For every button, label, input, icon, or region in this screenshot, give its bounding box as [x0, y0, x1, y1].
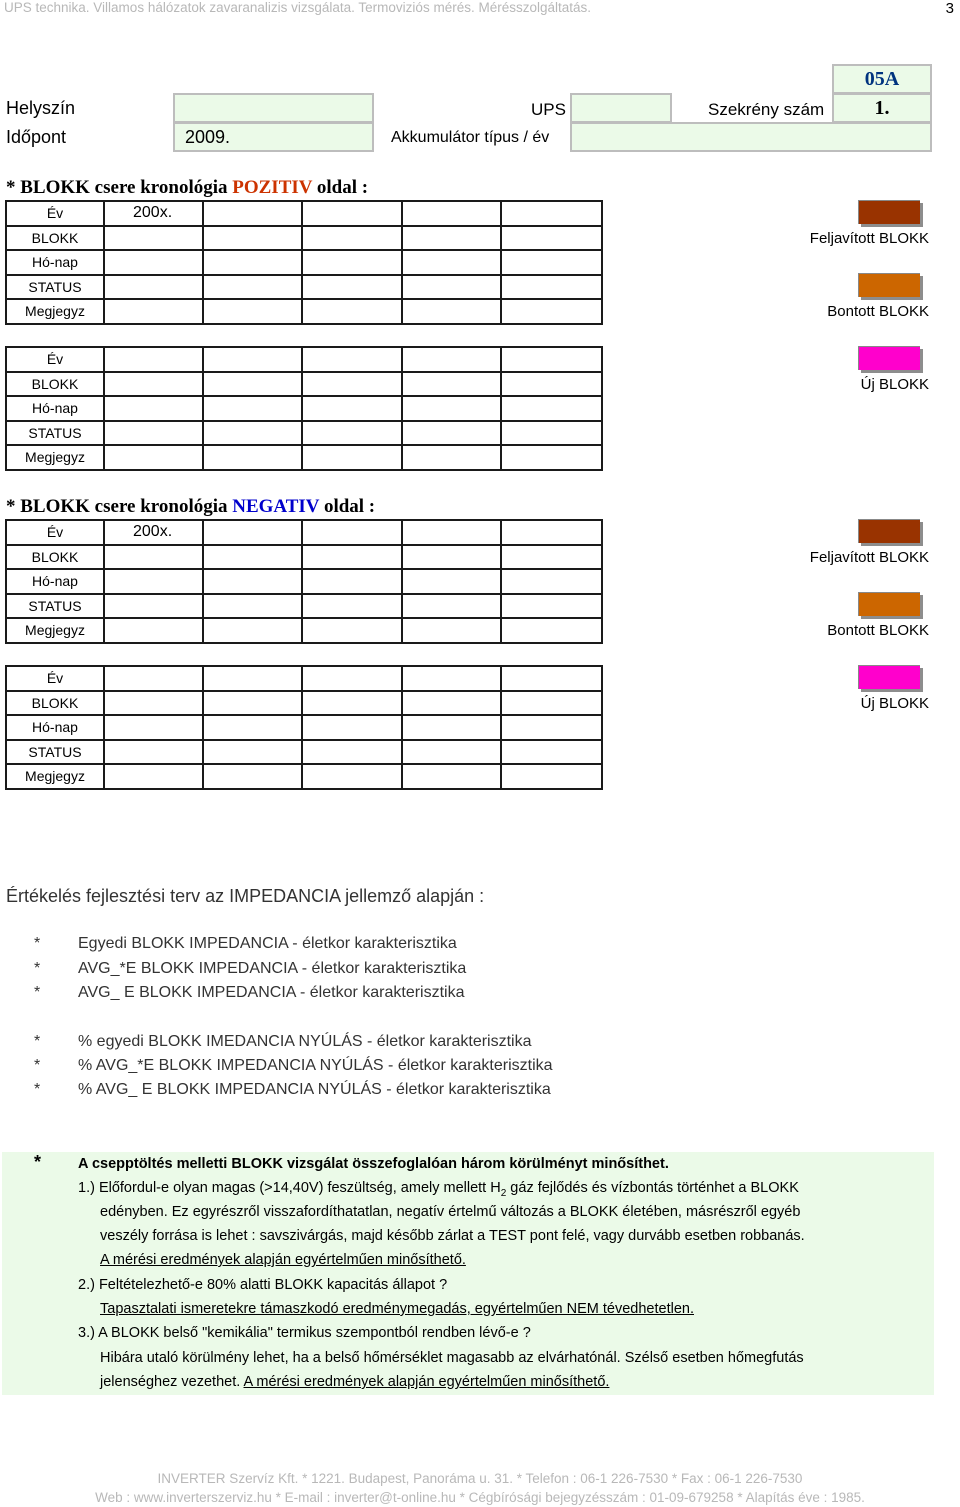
- note-point-3-line-2: Hibára utaló körülmény lehet, ha a belső hőmérséklet magasabb az elvárhatónál. Szélső esetben hőmegfutás: [100, 1350, 804, 1366]
- note-point-2-line-2: Tapasztalati ismeretekre támaszkodó eredménymegadás, egyértelműen NEM tévedhetetlen.: [100, 1301, 694, 1317]
- note-point-1-line-3: veszély forrása is lehet : savszivárgás, majd később zárlat a TEST pont felé, vagy durvább esetben robbanás.: [100, 1228, 805, 1244]
- helyszin-label: Helyszín: [6, 98, 76, 118]
- bullet: *: [34, 1057, 41, 1074]
- pozitiv-section-title: * BLOKK csere kronológia POZITIV oldal :: [6, 177, 369, 198]
- uj-legend-label: Új BLOKK: [860, 376, 929, 393]
- bontott-swatch: [858, 273, 920, 297]
- page-header: UPS technika. Villamos hálózatok zavaranalizis vizsgálata. Termoviziós mérés. Mérésszolgáltatás.: [4, 0, 591, 15]
- code-box[interactable]: 05A: [832, 64, 932, 94]
- pozitiv-table-2: Év BLOKK Hó-nap STATUS Megjegyz: [5, 346, 603, 471]
- idopont-field[interactable]: 2009.: [173, 122, 374, 152]
- bontott-legend-label: Bontott BLOKK: [827, 303, 929, 320]
- bontott-swatch: [858, 592, 920, 616]
- feljavitott-legend-label: Feljavított BLOKK: [809, 230, 929, 247]
- uj-swatch: [858, 665, 920, 689]
- bullet: *: [34, 1033, 41, 1050]
- note-heading: A csepptöltés melletti BLOKK vizsgálat összefoglalóan három körülményt minősíthet.: [78, 1156, 669, 1172]
- ups-field[interactable]: [570, 93, 672, 123]
- szekreny-label: Szekrény szám: [708, 100, 825, 119]
- evaluation-item: AVG_*E BLOKK IMPEDANCIA - életkor karakterisztika: [78, 960, 467, 977]
- bontott-legend-label: Bontott BLOKK: [827, 622, 929, 639]
- akku-label: Akkumulátor típus / év: [391, 129, 550, 146]
- negativ-table-1: Év 200x. BLOKK Hó-nap STATUS Megjegyz: [5, 519, 603, 644]
- bullet: *: [34, 1081, 41, 1098]
- note-point-1: 1.) Előfordul-e olyan magas (>14,40V) feszültség, amely mellett $H_2$ gáz fejlődés és vízbontás történhet a BLOKK: [78, 1180, 799, 1199]
- akku-field[interactable]: [570, 122, 932, 152]
- note-point-3-line-3: jelenséghez vezethet. A mérési eredmények alapján egyértelműen minősíthető.: [100, 1374, 610, 1390]
- feljavitott-legend-label: Feljavított BLOKK: [809, 549, 929, 566]
- pozitiv-table-1: Év 200x. BLOKK Hó-nap STATUS Megjegyz: [5, 200, 603, 325]
- evaluation-item: Egyedi BLOKK IMPEDANCIA - életkor karakterisztika: [78, 935, 457, 952]
- footer-address: INVERTER Szervíz Kft. * 1221. Budapest, Panoráma u. 31. * Telefon : 06-1 226-7530 * Fax : 06-1 226-7530: [157, 1471, 803, 1486]
- note-point-2: 2.) Feltételezhető-e 80% alatti BLOKK kapacitás állapot ?: [78, 1277, 448, 1293]
- evaluation-item: % egyedi BLOKK IMEDANCIA NYÚLÁS - életkor karakterisztika: [78, 1033, 532, 1050]
- feljavitott-swatch: [858, 519, 920, 543]
- szekreny-field[interactable]: 1.: [832, 93, 932, 123]
- bullet: *: [34, 984, 41, 1001]
- uj-swatch: [858, 346, 920, 370]
- note-point-1-line-2: edényben. Ez egyrészről visszafordíthatatlan, negatív értelmű változás a BLOKK életében, másrészről egyéb: [100, 1204, 801, 1220]
- ups-label: UPS: [531, 100, 566, 119]
- note-point-3: 3.) A BLOKK belső "kemikália" termikus szempontból rendben lévő-e ?: [78, 1325, 531, 1341]
- feljavitott-swatch: [858, 200, 920, 224]
- idopont-label: Időpont: [6, 127, 67, 147]
- note-point-1-line-4: A mérési eredmények alapján egyértelműen minősíthető.: [100, 1252, 466, 1268]
- note-bullet: *: [34, 1152, 42, 1172]
- bullet: *: [34, 935, 41, 952]
- evaluation-item: % AVG_*E BLOKK IMPEDANCIA NYÚLÁS - életkor karakterisztika: [78, 1057, 553, 1074]
- page-number: 3: [945, 0, 954, 17]
- footer-contact: Web : www.inverterszerviz.hu * E-mail : inverter@t-online.hu * Cégbírósági bejegyzésszám : 01-09-679258 * Alapítás éve : 1985.: [95, 1490, 865, 1505]
- helyszin-field[interactable]: [173, 93, 374, 123]
- evaluation-item: AVG_ E BLOKK IMPEDANCIA - életkor karakterisztika: [78, 984, 465, 1001]
- negativ-table-2: Év BLOKK Hó-nap STATUS Megjegyz: [5, 665, 603, 790]
- negativ-section-title: * BLOKK csere kronológia NEGATIV oldal :: [6, 496, 376, 517]
- bullet: *: [34, 960, 41, 977]
- evaluation-title: Értékelés fejlesztési terv az IMPEDANCIA jellemző alapján :: [6, 886, 485, 906]
- evaluation-item: % AVG_ E BLOKK IMPEDANCIA NYÚLÁS - életkor karakterisztika: [78, 1081, 551, 1098]
- uj-legend-label: Új BLOKK: [860, 695, 929, 712]
